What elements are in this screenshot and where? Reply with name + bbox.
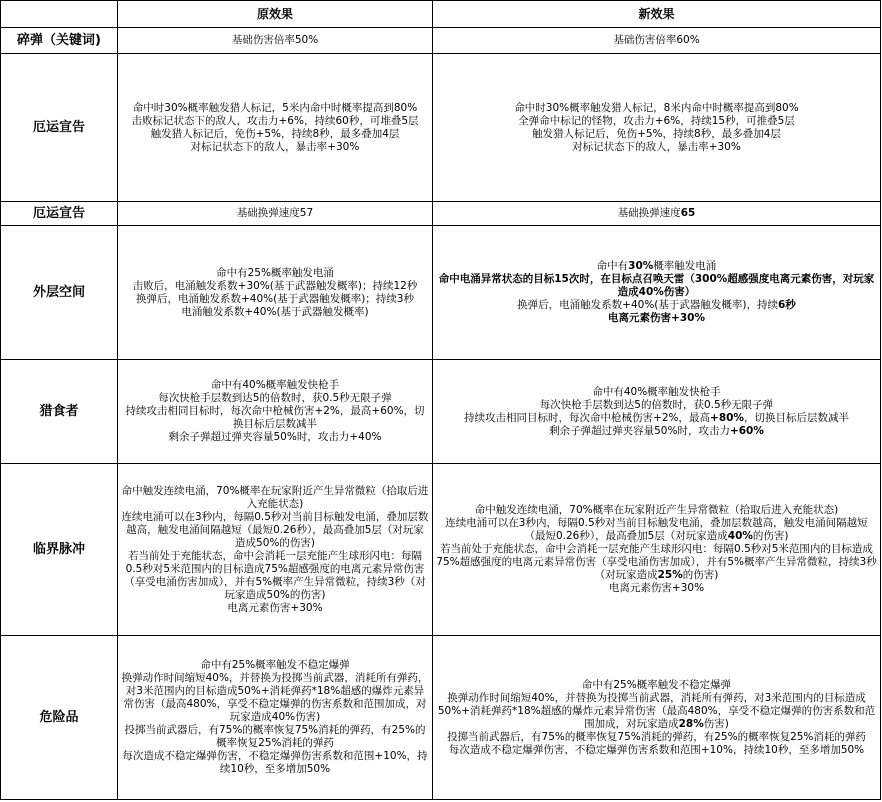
table-row: [1, 202, 881, 226]
new-effect-cell: 命中触发连续电涌，70%概率在玩家附近产生异常微粒（拾取后进入充能状态) 连续电涌可以在3秒内，每隔0.5秒对当前目标触发电涌，叠加层数越高，触发电涌间隔越短（最短0.26秒），最高叠加5层（对玩家造成40%的伤害) 若当前处于充能状态，命中会消耗一层充能产生球形闪电：每隔0.5秒对5米范围内的目标造成75%超感强度的电离元素异常伤害（享受电涌伤害加成），并有5%概率产生异常微粒，持续3秒（对玩家造成25%的伤害) 电离元素伤害+30%: [433, 464, 881, 636]
new-effect-cell: 命中有30%概率触发电涌 命中电涌异常状态的目标15次时，在目标点召唤天雷（300%超感强度电离元素伤害，对玩家造成40%伤害） 换弹后，电涌触发系数+40%(基于武器触发概率)，持续6秒 电离元素伤害+30%: [433, 226, 881, 360]
table-row: [1, 360, 881, 464]
old-effect-cell: 命中有25%概率触发不稳定爆弹 换弹动作时间缩短40%，并替换为投掷当前武器，消耗所有弹药，对3米范围内的目标造成50%+消耗弹药*18%超感的爆炸元素异常伤害（最高480%，享受不稳定爆弹的伤害系数和范围加成，对玩家造成40%伤害) 投掷当前武器后，有75%的概率恢复75%消耗的弹药，有25%的概率恢复25%消耗的弹药 每次造成不稳定爆弹伤害，不稳定爆弹伤害系数和范围+10%，持续10秒，至多增加50%: [118, 636, 433, 800]
table-row: [1, 464, 881, 636]
old-effect-cell: 命中时30%概率触发猎人标记，5米内命中时概率提高到80% 击败标记状态下的敌人，攻击力+6%，持续60秒，可堆叠5层 触发猎人标记后，免伤+5%，持续8秒，最多叠加4层 对标记状态下的敌人，暴击率+30%: [118, 54, 433, 202]
header-new-effect: 新效果: [433, 1, 881, 28]
old-effect-cell: 命中有40%概率触发快枪手 每次快枪手层数到达5的倍数时，获0.5秒无限子弹 持续攻击相同目标时，每次命中枪械伤害+2%，最高+60%，切换目标后层数减半 剩余子弹超过弹夹容量50%时，攻击力+40%: [118, 360, 433, 464]
old-effect-cell: 命中触发连续电涌，70%概率在玩家附近产生异常微粒（拾取后进入充能状态) 连续电涌可以在3秒内，每隔0.5秒对当前目标触发电涌，叠加层数越高，触发电涌间隔越短（最短0.26秒），最高叠加5层（对玩家造成50%的伤害) 若当前处于充能状态，命中会消耗一层充能产生球形闪电：每隔0.5秒对5米范围内的目标造成75%超感强度的电离元素异常伤害（享受电涌伤害加成），并有5%概率产生异常微粒，持续3秒（对玩家造成50%的伤害) 电离元素伤害+30%: [118, 464, 433, 636]
new-effect-cell: 命中有25%概率触发不稳定爆弹 换弹动作时间缩短40%，并替换为投掷当前武器，消耗所有弹药，对3米范围内的目标造成50%+消耗弹药*18%超感的爆炸元素异常伤害（最高480%，享受不稳定爆弹的伤害系数和范围加成，对玩家造成28%伤害) 投掷当前武器后，有75%的概率恢复75%消耗的弹药，有25%的概率恢复25%消耗的弹药 每次造成不稳定爆弹伤害，不稳定爆弹伤害系数和范围+10%，持续10秒，至多增加50%: [433, 636, 881, 800]
table-row: [1, 226, 881, 360]
row-name: 碎弹（关键词): [1, 28, 118, 54]
table-row: [1, 636, 881, 800]
old-effect-cell: 基础伤害倍率50%: [118, 28, 433, 54]
old-effect-cell: 基础换弹速度57: [118, 202, 433, 226]
new-effect-cell: 命中有40%概率触发快枪手 每次快枪手层数到达5的倍数时，获0.5秒无限子弹 持续攻击相同目标时，每次命中枪械伤害+2%，最高+80%，切换目标后层数减半 剩余子弹超过弹夹容量50%时，攻击力+60%: [433, 360, 881, 464]
header-row: [1, 1, 881, 28]
new-effect-cell: 基础伤害倍率60%: [433, 28, 881, 54]
old-effect-cell: 命中有25%概率触发电涌 击败后，电涌触发系数+30%(基于武器触发概率)；持续12秒 换弹后，电涌触发系数+40%(基于武器触发概率)；持续3秒 电涌触发系数+40%(基于武器触发概率): [118, 226, 433, 360]
table-row: [1, 28, 881, 54]
row-name: 厄运宣告: [1, 54, 118, 202]
new-effect-cell: 命中时30%概率触发猎人标记，8米内命中时概率提高到80% 全弹命中标记的怪物，攻击力+6%，持续15秒，可推叠5层 触发猎人标记后，免伤+5%，持续8秒，最多叠加4层 对标记状态下的敌人，暴击率+30%: [433, 54, 881, 202]
row-name: 厄运宣告: [1, 202, 118, 226]
new-effect-cell: 基础换弹速度65: [433, 202, 881, 226]
row-name: 危险品: [1, 636, 118, 800]
row-name: 猎食者: [1, 360, 118, 464]
header-corner: [1, 1, 118, 28]
row-name: 外层空间: [1, 226, 118, 360]
table-row: [1, 54, 881, 202]
header-old-effect: 原效果: [118, 1, 433, 28]
row-name: 临界脉冲: [1, 464, 118, 636]
